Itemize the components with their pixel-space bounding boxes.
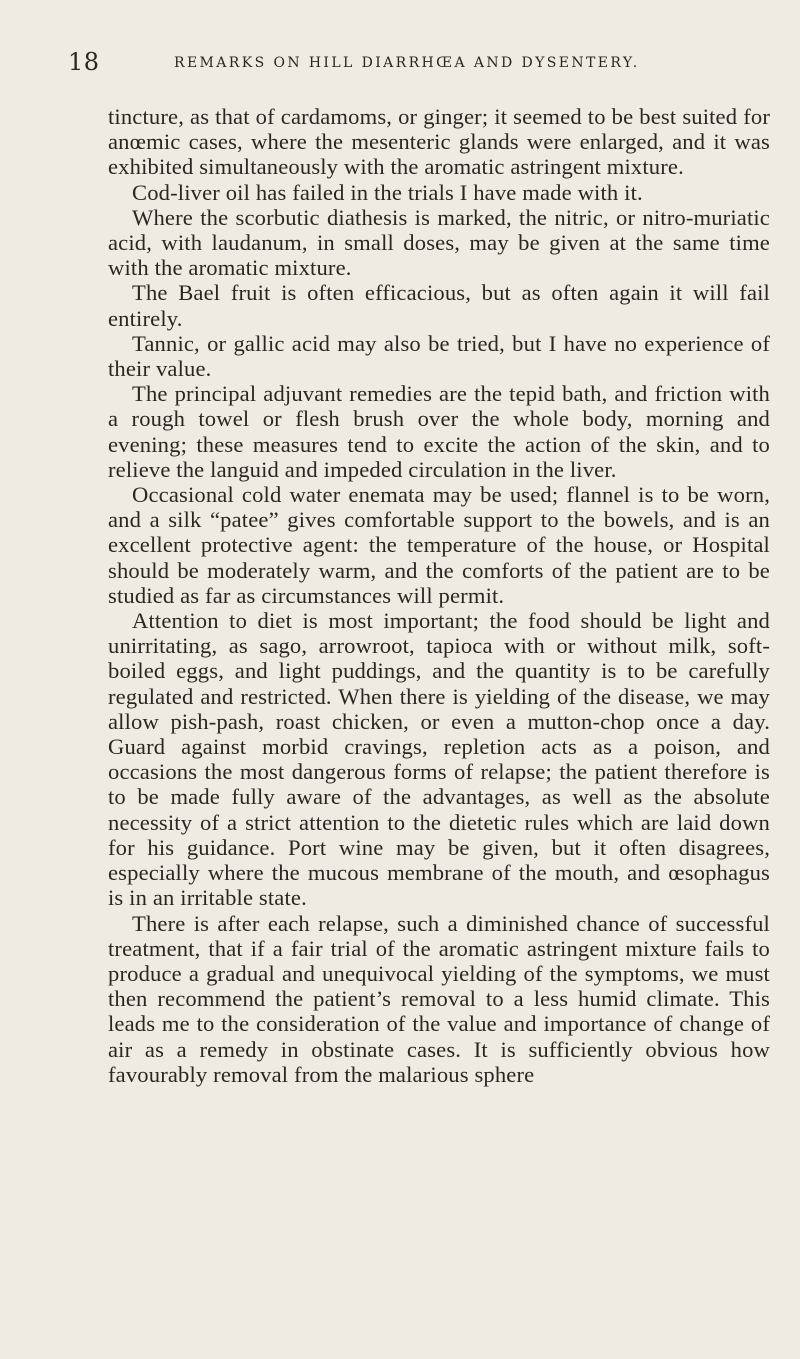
paragraph-bael-fruit: The Bael fruit is often efficacious, but as often again it will fail entirely. <box>108 280 770 331</box>
paragraph-adjuvant-remedies: The principal adjuvant remedies are the tepid bath, and friction with a rough towel or flesh brush over the whole body, morning and evening; these measures tend to excite the action of the skin, and to relieve the languid and impeded circulation in the liver. <box>108 381 770 482</box>
paragraph-scorbutic: Where the scorbutic diathesis is marked, the nitric, or nitro-muriatic acid, with laudanum, in small doses, may be given at the same time with the aromatic mixture. <box>108 204 770 281</box>
paragraph-continuation: tincture, as that of cardamoms, or ginger; it seemed to be best suited for anœmic cases, where the mesenteric glands were enlarged, and it was exhibited simultaneously with the aromatic astringent mixture. <box>108 104 770 180</box>
running-title: REMARKS ON HILL DIARRHŒA AND DYSENTERY. <box>174 55 640 71</box>
paragraph-cod-liver-oil: Cod-liver oil has failed in the trials I have made with it. <box>132 179 643 205</box>
paragraph-relapse: There is after each relapse, such a diminished chance of successful treatment, that if a fair trial of the aromatic astringent mixture fails to produce a gradual and unequivocal yielding of the symptoms, we must then recommend the patient’s removal to a less humid climate. This leads me to the consideration of the value and importance of change of air as a remedy in obstinate cases. It is sufficiently obvious how favourably removal from the malarious sphere <box>108 910 770 1087</box>
body-text <box>108 104 770 1087</box>
paragraph-enemata: Occasional cold water enemata may be used; flannel is to be worn, and a silk “patee” gives comfortable support to the bowels, and is an excellent protective agent: the temperature of the house, or Hospital should be moderately warm, and the comforts of the patient are to be studied as far as circumstances will permit. <box>108 482 770 608</box>
paragraph-diet: Attention to diet is most important; the food should be light and unirritating, as sago, arrowroot, tapioca with or without milk, soft-boiled eggs, and light puddings, and the quantity is to be carefully regulated and restricted. When there is yielding of the disease, we may allow pish-pash, roast chicken, or even a mutton-chop once a day. Guard against morbid cravings, repletion acts as a poison, and occasions the most dangerous forms of relapse; the patient therefore is to be made fully aware of the advantages, as well as the absolute necessity of a strict attention to the dietetic rules which are laid down for his guidance. Port wine may be given, but it often disagrees, especially where the mucous membrane of the mouth, and œsophagus is in an irritable state. <box>108 608 770 911</box>
paragraph-tannic-acid: Tannic, or gallic acid may also be tried, but I have no experience of their value. <box>108 330 770 382</box>
page-header <box>68 46 768 86</box>
page-number: 18 <box>68 48 100 76</box>
